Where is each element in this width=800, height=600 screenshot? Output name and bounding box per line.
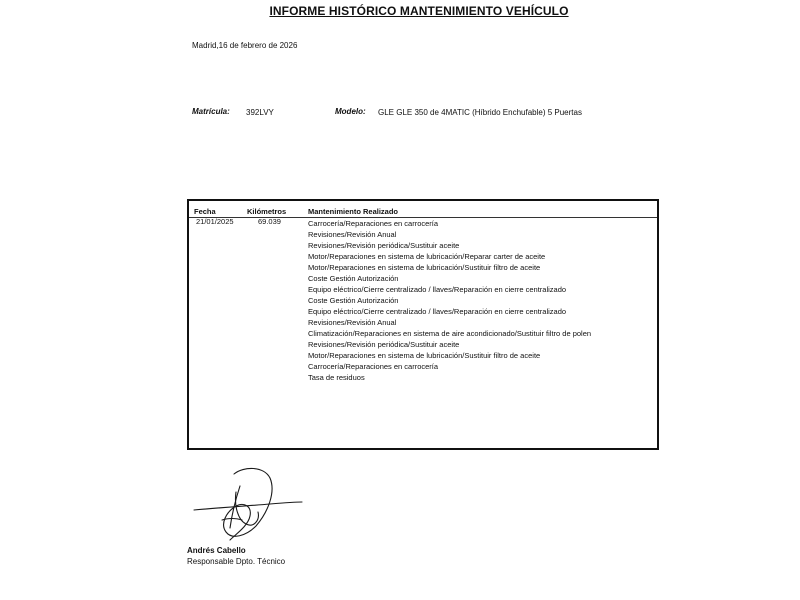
maintenance-list	[308, 218, 598, 383]
maintenance-item: Climatización/Reparaciones en sistema de aire acondicionado/Sustituir filtro de polen	[308, 329, 592, 338]
maintenance-item: Equipo eléctrico/Cierre centralizado / llaves/Reparación en cierre centralizado	[308, 307, 567, 316]
handwritten-signature	[186, 462, 304, 544]
plate-label: Matrícula:	[192, 107, 230, 116]
header-maintenance: Mantenimiento Realizado	[308, 207, 399, 216]
signer-role: Responsable Dpto. Técnico	[187, 557, 286, 566]
header-km: Kilómetros	[247, 207, 287, 216]
model-value: GLE GLE 350 de 4MATIC (Híbrido Enchufable) 5 Puertas	[378, 108, 582, 117]
report-title: INFORME HISTÓRICO MANTENIMIENTO VEHÍCULO	[269, 4, 569, 18]
model-label: Modelo:	[335, 107, 366, 116]
maintenance-item: Coste Gestión Autorización	[308, 274, 399, 283]
maintenance-item: Revisiones/Revisión periódica/Sustituir aceite	[308, 241, 460, 250]
report-date: Madrid,16 de febrero de 2026	[192, 41, 298, 50]
plate-value: 392LVY	[246, 108, 274, 117]
maintenance-table	[187, 199, 659, 450]
maintenance-item: Tasa de residuos	[308, 373, 365, 382]
maintenance-item: Motor/Reparaciones en sistema de lubricación/Sustituir filtro de aceite	[308, 263, 541, 272]
maintenance-item: Equipo eléctrico/Cierre centralizado / llaves/Reparación en cierre centralizado	[308, 285, 567, 294]
maintenance-item: Carrocería/Reparaciones en carrocería	[308, 219, 439, 228]
maintenance-item: Revisiones/Revisión periódica/Sustituir aceite	[308, 340, 460, 349]
maintenance-item: Revisiones/Revisión Anual	[308, 230, 397, 239]
signer-name: Andrés Cabello	[187, 546, 246, 555]
maintenance-item: Carrocería/Reparaciones en carrocería	[308, 362, 439, 371]
maintenance-item: Revisiones/Revisión Anual	[308, 318, 397, 327]
maintenance-item: Motor/Reparaciones en sistema de lubricación/Sustituir filtro de aceite	[308, 351, 541, 360]
row-date: 21/01/2025	[196, 217, 234, 226]
maintenance-item: Motor/Reparaciones en sistema de lubricación/Reparar carter de aceite	[308, 252, 546, 261]
row-km: 69.039	[258, 217, 281, 226]
header-date: Fecha	[194, 207, 216, 216]
maintenance-item: Coste Gestión Autorización	[308, 296, 399, 305]
